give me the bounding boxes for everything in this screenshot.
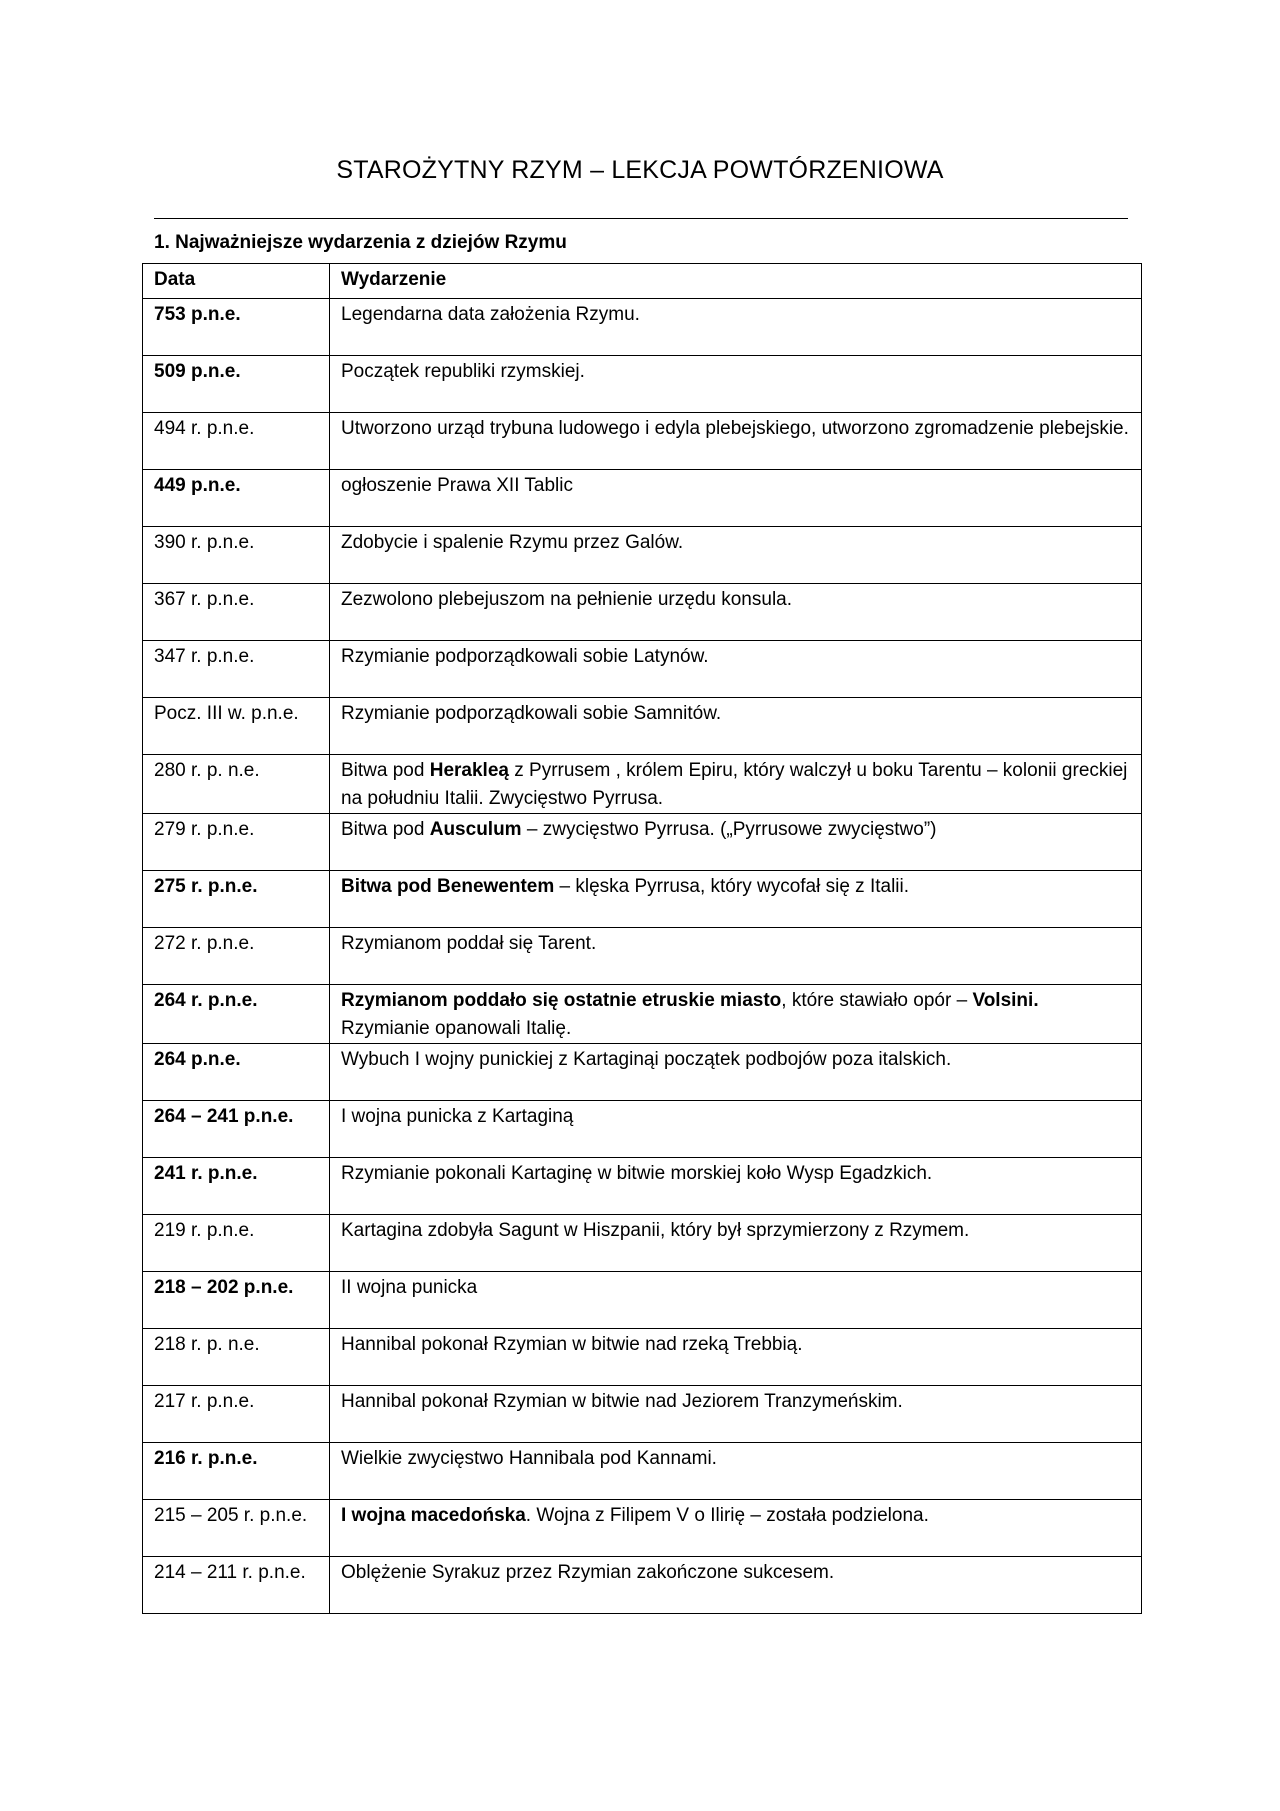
event-description-cell	[330, 928, 1142, 985]
title-divider	[154, 218, 1128, 219]
event-description-cell	[330, 1158, 1142, 1215]
event-description-cell	[330, 470, 1142, 527]
table-row	[143, 1500, 1142, 1557]
event-date-cell: 264 r. p.n.e.	[143, 985, 330, 1044]
event-date-cell: 280 r. p. n.e.	[143, 755, 330, 814]
table-row	[143, 641, 1142, 698]
event-date-cell: 275 r. p.n.e.	[143, 871, 330, 928]
event-description-cell	[330, 299, 1142, 356]
table-row	[143, 871, 1142, 928]
table-row	[143, 1329, 1142, 1386]
event-text: Rzymianom poddał się Tarent.	[341, 933, 597, 954]
event-text: – klęska Pyrrusa, który wycofał się z Italii.	[554, 876, 910, 897]
page-title: STAROŻYTNY RZYM – LEKCJA POWTÓRZENIOWA	[336, 156, 944, 184]
event-description-cell	[330, 1443, 1142, 1500]
event-text: Hannibal pokonał Rzymian w bitwie nad Jeziorem Tranzymeńskim.	[341, 1391, 903, 1412]
events-table-body	[143, 299, 1142, 1614]
column-header-event: Wydarzenie	[330, 264, 1142, 299]
event-text-bold: Rzymianom poddało się ostatnie etruskie miasto	[341, 990, 782, 1011]
event-text: ogłoszenie Prawa XII Tablic	[341, 475, 573, 496]
event-date-cell: 272 r. p.n.e.	[143, 928, 330, 985]
table-row	[143, 356, 1142, 413]
event-description-cell	[330, 1101, 1142, 1158]
table-row	[143, 413, 1142, 470]
table-row	[143, 755, 1142, 814]
event-text: Rzymianie podporządkowali sobie Latynów.	[341, 646, 709, 667]
event-description-cell	[330, 1329, 1142, 1386]
event-description-cell	[330, 1215, 1142, 1272]
event-date-cell: 347 r. p.n.e.	[143, 641, 330, 698]
event-text: . Wojna z Filipem V o Ilirię – została podzielona.	[525, 1505, 929, 1526]
table-row	[143, 1272, 1142, 1329]
event-text: II wojna punicka	[341, 1277, 478, 1298]
event-date-cell: 241 r. p.n.e.	[143, 1158, 330, 1215]
event-date-cell: 449 p.n.e.	[143, 470, 330, 527]
event-text: z Pyrrusem , królem Epiru, który walczył u boku Tarentu – kolonii greckiej na południu Italii. Zwycięstwo Pyrrusa.	[341, 760, 1128, 809]
event-date-cell: 753 p.n.e.	[143, 299, 330, 356]
table-row	[143, 1215, 1142, 1272]
event-date-cell: 215 – 205 r. p.n.e.	[143, 1500, 330, 1557]
event-date-cell: 367 r. p.n.e.	[143, 584, 330, 641]
event-date-cell: 390 r. p.n.e.	[143, 527, 330, 584]
table-row	[143, 1443, 1142, 1500]
event-text-bold: Volsini.	[972, 990, 1039, 1011]
table-row	[143, 1386, 1142, 1443]
event-date-cell: 214 – 211 r. p.n.e.	[143, 1557, 330, 1614]
table-row	[143, 527, 1142, 584]
table-row	[143, 1044, 1142, 1101]
event-text: – zwycięstwo Pyrrusa. („Pyrrusowe zwycięstwo”)	[521, 819, 937, 840]
event-text: Rzymianie opanowali Italię.	[341, 1018, 572, 1039]
event-description-cell	[330, 527, 1142, 584]
event-description-cell	[330, 698, 1142, 755]
event-date-cell: Pocz. III w. p.n.e.	[143, 698, 330, 755]
event-description-cell	[330, 641, 1142, 698]
event-description-cell	[330, 1272, 1142, 1329]
event-text-bold: I wojna macedońska	[341, 1505, 526, 1526]
event-text: Wielkie zwycięstwo Hannibala pod Kannami.	[341, 1448, 717, 1469]
event-date-cell: 264 p.n.e.	[143, 1044, 330, 1101]
event-description-cell	[330, 755, 1142, 814]
table-row	[143, 584, 1142, 641]
event-text: Początek republiki rzymskiej.	[341, 361, 585, 382]
event-text: Oblężenie Syrakuz przez Rzymian zakończone sukcesem.	[341, 1562, 835, 1583]
table-row	[143, 1158, 1142, 1215]
event-text: Zezwolono plebejuszom na pełnienie urzędu konsula.	[341, 589, 793, 610]
table-row	[143, 985, 1142, 1044]
event-text: Rzymianie podporządkowali sobie Samnitów.	[341, 703, 722, 724]
event-date-cell: 217 r. p.n.e.	[143, 1386, 330, 1443]
event-date-cell: 264 – 241 p.n.e.	[143, 1101, 330, 1158]
table-header-row	[143, 264, 1142, 299]
event-date-cell: 509 p.n.e.	[143, 356, 330, 413]
event-text-bold: Herakleą	[429, 760, 509, 781]
event-text: Bitwa pod	[341, 819, 430, 840]
table-row	[143, 299, 1142, 356]
event-text: Hannibal pokonał Rzymian w bitwie nad rzeką Trebbią.	[341, 1334, 803, 1355]
event-text: Utworzono urząd trybuna ludowego i edyla plebejskiego, utworzono zgromadzenie plebejskie.	[341, 418, 1129, 439]
events-table	[142, 263, 1142, 1614]
section-heading: 1. Najważniejsze wydarzenia z dziejów Rzymu	[154, 232, 567, 253]
event-text: Wybuch I wojny punickiej z Kartaginąi początek podbojów poza italskich.	[341, 1049, 952, 1070]
event-date-cell: 279 r. p.n.e.	[143, 814, 330, 871]
table-row	[143, 928, 1142, 985]
event-text: Rzymianie pokonali Kartaginę w bitwie morskiej koło Wysp Egadzkich.	[341, 1163, 933, 1184]
event-description-cell	[330, 584, 1142, 641]
table-row	[143, 814, 1142, 871]
event-text: I wojna punicka z Kartaginą	[341, 1106, 574, 1127]
table-row	[143, 1101, 1142, 1158]
event-date-cell: 219 r. p.n.e.	[143, 1215, 330, 1272]
event-description-cell	[330, 413, 1142, 470]
event-text: , które stawiało opór –	[781, 990, 973, 1011]
event-description-cell	[330, 985, 1142, 1044]
event-description-cell	[330, 871, 1142, 928]
event-description-cell	[330, 1500, 1142, 1557]
event-date-cell: 494 r. p.n.e.	[143, 413, 330, 470]
event-text-bold: Ausculum	[429, 819, 522, 840]
event-date-cell: 218 r. p. n.e.	[143, 1329, 330, 1386]
event-description-cell	[330, 356, 1142, 413]
event-description-cell	[330, 1386, 1142, 1443]
event-description-cell	[330, 1044, 1142, 1101]
event-text: Legendarna data założenia Rzymu.	[341, 304, 640, 325]
event-text-bold: Bitwa pod Benewentem	[341, 876, 555, 897]
event-text: Bitwa pod	[341, 760, 430, 781]
event-description-cell	[330, 814, 1142, 871]
event-text: Kartagina zdobyła Sagunt w Hiszpanii, który był sprzymierzony z Rzymem.	[341, 1220, 970, 1241]
event-date-cell: 218 – 202 p.n.e.	[143, 1272, 330, 1329]
table-row	[143, 698, 1142, 755]
table-row	[143, 470, 1142, 527]
event-date-cell: 216 r. p.n.e.	[143, 1443, 330, 1500]
column-header-date: Data	[143, 264, 330, 299]
table-row	[143, 1557, 1142, 1614]
event-text: Zdobycie i spalenie Rzymu przez Galów.	[341, 532, 684, 553]
event-description-cell	[330, 1557, 1142, 1614]
